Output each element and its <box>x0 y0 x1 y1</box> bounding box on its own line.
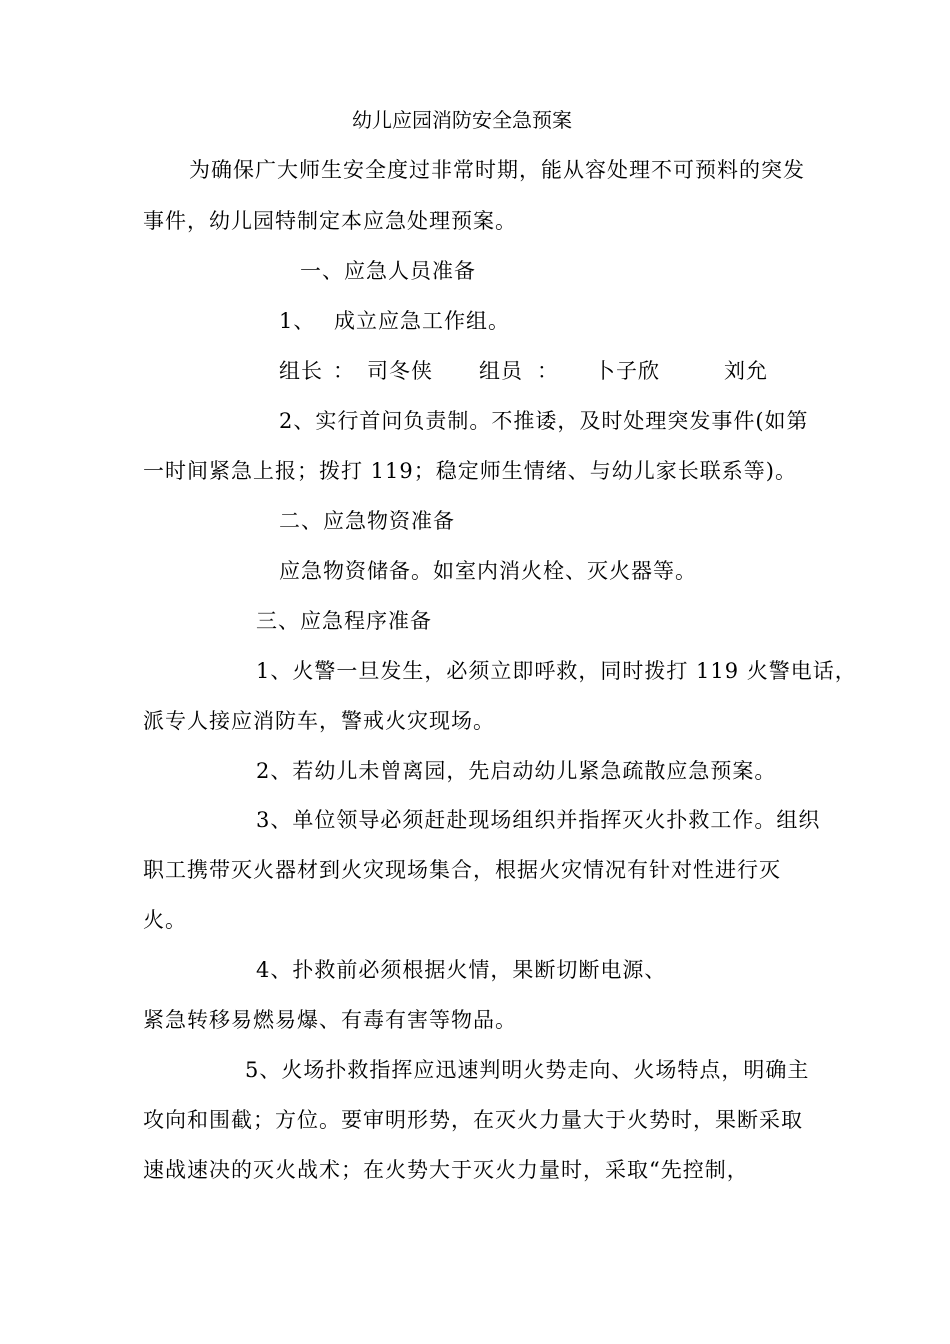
leader-name: 司冬侠 <box>367 359 433 383</box>
section3-item4-line-2: 紧急转移易燃易爆、有毒有害等物品。 <box>143 1008 517 1032</box>
intro-line-1: 为确保广大师生安全度过非常时期，能从容处理不可预料的突发 <box>189 158 805 182</box>
member-2: 刘允 <box>724 359 768 383</box>
section3-item5-line-2: 攻向和围截；方位。要审明形势，在灭火力量大于火势时，果断采取 <box>143 1108 803 1132</box>
section3-item1-line-2: 派专人接应消防车，警戒火灾现场。 <box>143 709 495 733</box>
member-1: 卜子欣 <box>594 359 660 383</box>
section3-item3-line-2: 职工携带灭火器材到火灾现场集合，根据火灾情况有针对性进行灭 <box>143 858 781 882</box>
section1-heading: 一、应急人员准备 <box>300 259 476 283</box>
section3-item5-line-1: 5、火场扑救指挥应迅速判明火势走向、火场特点，明确主 <box>245 1058 810 1082</box>
document-title: 幼儿应园消防安全急预案 <box>352 108 572 132</box>
members-label: 组员 <box>479 359 523 383</box>
section2-heading: 二、应急物资准备 <box>279 509 455 533</box>
section3-item4-line-1: 4、扑救前必须根据火情，果断切断电源、 <box>256 958 667 982</box>
section3-item5-line-3: 速战速决的灭火战术；在火势大于灭火力量时，采取“先控制， <box>143 1158 749 1182</box>
members-colon: ： <box>537 359 559 383</box>
section1-item1-text: 成立应急工作组。 <box>334 309 510 333</box>
section1-item1-number: 1、 <box>279 309 316 333</box>
section3-item3-line-3: 火。 <box>143 908 187 932</box>
intro-line-2: 事件，幼儿园特制定本应急处理预案。 <box>143 209 517 233</box>
leader-colon: ： <box>333 359 355 383</box>
section1-item2-line-1: 2、实行首问负责制。不推诿，及时处理突发事件(如第 <box>279 409 809 433</box>
leader-label: 组长 <box>279 359 323 383</box>
section2-text: 应急物资储备。如室内消火栓、灭火器等。 <box>279 559 697 583</box>
section3-item2: 2、若幼儿未曾离园，先启动幼儿紧急疏散应急预案。 <box>256 759 777 783</box>
section3-item3-line-1: 3、单位领导必须赶赴现场组织并指挥灭火扑救工作。组织 <box>256 808 821 832</box>
section3-heading: 三、应急程序准备 <box>256 609 432 633</box>
section1-item2-line-2: 一时间紧急上报；拨打 119；稳定师生情绪、与幼儿家长联系等)。 <box>143 459 797 483</box>
section3-item1-line-1: 1、火警一旦发生，必须立即呼救，同时拨打 119 火警电话， <box>256 659 857 683</box>
